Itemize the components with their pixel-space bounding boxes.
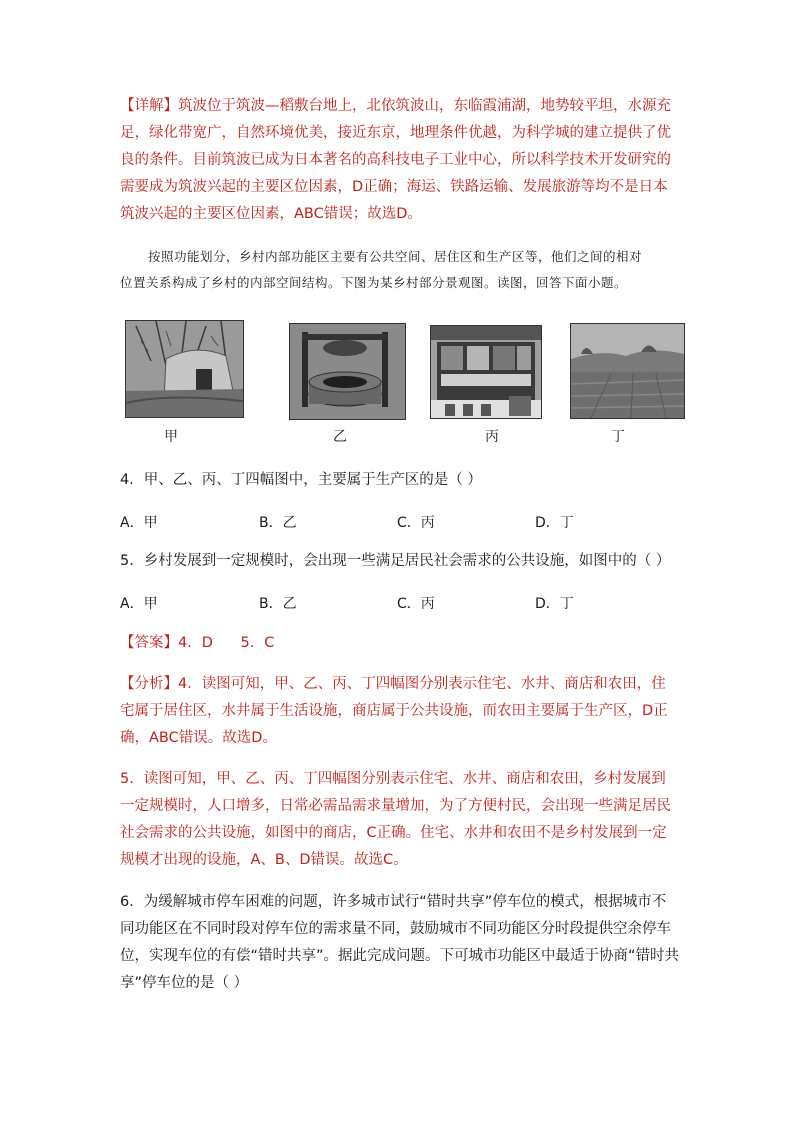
q5-option-a: A．甲 — [120, 596, 158, 612]
question-4-stem: 4．甲、乙、丙、丁四幅图中，主要属于生产区的是（ ） — [120, 472, 482, 488]
caption-jia: 甲 — [164, 429, 178, 445]
detail-end: ；故选D。 — [352, 206, 422, 222]
intro-line-2: 位置关系构成了乡村的内部空间结构。下图为某乡村部分景观图。读图，回答下面小题。 — [120, 275, 628, 290]
detail-text: 筑波位于筑波—稻敷台地上，北依筑波山，东临霞浦湖，地势较平坦，水源充足，绿化带宽广，自然环境优美，接近东京，地理条件优越，为科学城的建立提供了优良的条件。目前筑波已成为日本著名的高科技电子工业中心，所以科学技术开发研究的需要成为筑波兴起的主要区位因素， — [120, 98, 671, 195]
photo-well — [289, 323, 406, 420]
detail-paragraph — [120, 93, 680, 228]
q4-option-a: A．甲 — [120, 515, 158, 531]
analysis-4-d-correct: D正确 — [120, 703, 668, 746]
photo-shop — [430, 325, 542, 419]
analysis-5-paragraph — [120, 766, 680, 874]
detail-abc-wrong: ABC错误 — [294, 206, 353, 222]
analysis-4-paragraph — [120, 671, 680, 752]
detail-text2: ；海运、铁路运输、发展旅游等均不是日本筑波兴起的主要区位因素， — [120, 179, 668, 222]
analysis-4-text: 4．读图可知，甲、乙、丙、丁四幅图分别表示住宅、水井、商店和农田，住宅属于居住区，水井属于生活设施，商店属于公共设施，而农田主要属于生产区， — [120, 676, 666, 719]
q4-option-b: B．乙 — [259, 515, 297, 531]
question-6-stem: 6．为缓解城市停车困难的问题，许多城市试行“错时共享”停车位的模式，根据城市不同功能区在不同时段对停车位的需求量不同，鼓励城市不同功能区分时段提供空余停车位，实现车位的有偿“错时共享”。据此完成问题。下可城市功能区中最适于协商“错时共享”停车位的是（ ） — [120, 894, 680, 991]
caption-ding: 丁 — [611, 429, 625, 445]
caption-bing: 丙 — [485, 429, 499, 445]
analysis-5-end: 。故选C。 — [339, 852, 408, 868]
question-5-stem: 5．乡村发展到一定规模时，会出现一些满足居民社会需求的公共设施，如图中的（ ） — [120, 553, 671, 569]
q5-option-d: D．丁 — [535, 596, 574, 612]
q5-option-b: B．乙 — [259, 596, 297, 612]
analysis-5-abd-wrong: A、B、D错误 — [250, 852, 340, 868]
detail-tag: 【详解】 — [120, 98, 178, 114]
answer-line — [120, 630, 680, 657]
analysis-tag: 【分析】 — [120, 676, 178, 692]
detail-d-correct: D正确 — [352, 179, 393, 195]
analysis-5-text: 5．读图可知，甲、乙、丙、丁四幅图分别表示住宅、水井、商店和农田，乡村发展到一定规模时，人口增多，日常必需品需求量增加，为了方便村民，会出现一些满足居民社会需求的公共设施，如图中的商店， — [120, 771, 671, 841]
q5-option-c: C．丙 — [397, 596, 435, 612]
analysis-4-comma: ， — [134, 730, 149, 746]
intro-line-1: 按照功能划分，乡村内部功能区主要有公共空间、居住区和生产区等，他们之间的相对 — [148, 249, 643, 264]
analysis-5-text2: 。住宅、水井和农田不是乡村发展到一定规模才出现的设施， — [120, 825, 667, 868]
analysis-4-abc-wrong: ABC错误 — [149, 730, 208, 746]
analysis-4-end: 。故选D。 — [207, 730, 277, 746]
caption-yi: 乙 — [333, 429, 347, 445]
photo-farmland — [570, 323, 685, 419]
answer-text: 4．D 5．C — [178, 635, 275, 651]
analysis-5-c-correct: C正确 — [366, 825, 406, 841]
q4-option-d: D．丁 — [535, 515, 574, 531]
answer-tag: 【答案】 — [120, 635, 178, 651]
q4-option-c: C．丙 — [397, 515, 435, 531]
photo-house — [125, 320, 244, 418]
